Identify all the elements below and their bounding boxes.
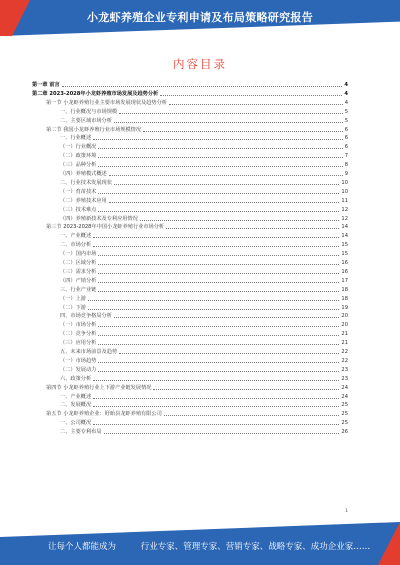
toc-entry-text: 四、市场竞争格局分析	[60, 313, 112, 320]
toc-entry-text: （二）区域分析	[60, 260, 97, 266]
toc-entry-page: 25	[341, 420, 348, 427]
toc-entry-page: 12	[341, 215, 348, 222]
toc-entry-text: （三）品种分析	[60, 162, 97, 169]
footer-slogan	[48, 540, 370, 552]
toc-dot-leader	[164, 415, 340, 416]
toc-entry-text: 第四节 小龙虾养殖行业上下游产业链发展情况	[46, 384, 152, 391]
toc-dot-leader	[114, 122, 343, 123]
toc-entry-page: 22	[341, 349, 348, 355]
toc-entry-page: 4	[344, 90, 348, 97]
toc-entry-page: 12	[341, 206, 348, 213]
toc-dot-leader	[109, 175, 343, 176]
toc-entry-text: （四）产销分析	[60, 277, 97, 284]
toc-entry[interactable]	[60, 214, 348, 222]
toc-entry-page: 14	[341, 233, 348, 240]
toc-dot-leader	[62, 86, 343, 87]
toc-entry-page: 15	[341, 242, 348, 249]
toc-entry[interactable]	[60, 205, 348, 213]
toc-entry-page: 11	[341, 197, 348, 204]
toc-entry-page: 5	[344, 117, 348, 124]
toc-dot-leader	[98, 282, 339, 283]
toc-entry[interactable]	[46, 222, 348, 230]
toc-entry[interactable]	[60, 258, 348, 266]
toc-entry-page: 4	[344, 82, 348, 88]
toc-entry-text: 一、产业概述	[60, 393, 92, 400]
toc-entry[interactable]	[60, 365, 348, 373]
toc-entry-page: 22	[341, 357, 348, 364]
toc-entry[interactable]	[60, 160, 348, 168]
toc-title: 内容目录	[173, 57, 227, 71]
toc-dot-leader	[160, 95, 342, 96]
toc-entry[interactable]	[60, 311, 348, 319]
toc-entry-text: 第二节 我国小龙虾养殖行业市场规模情况	[46, 126, 142, 133]
toc-entry-page: 23	[341, 366, 348, 373]
toc-entry[interactable]	[46, 125, 348, 133]
toc-entry[interactable]	[60, 320, 348, 328]
toc-entry[interactable]	[60, 294, 348, 302]
toc-dot-leader	[114, 184, 340, 185]
toc-entry[interactable]	[60, 356, 348, 364]
toc-entry[interactable]	[60, 418, 348, 426]
toc-entry-text: （一）上游	[60, 295, 86, 302]
toc-entry-page: 25	[341, 402, 348, 409]
toc-entry-text: 一、行业概况与市场规模	[60, 108, 118, 115]
toc-entry[interactable]	[32, 89, 348, 97]
toc-entry-text: 第一章 前言	[32, 82, 60, 88]
toc-entry-text: 一、行业概述	[60, 135, 92, 142]
toc-entry-text: （四）养殖模式概述	[60, 171, 107, 177]
toc-entry-page: 19	[341, 304, 348, 311]
toc-entry[interactable]	[60, 303, 348, 311]
toc-dot-leader	[88, 309, 339, 310]
toc-entry-text: 二、发展概况	[60, 402, 92, 409]
toc-dot-leader	[153, 389, 339, 390]
toc-entry-text: （二）发展动力	[60, 366, 97, 373]
toc-entry[interactable]	[60, 107, 348, 115]
toc-entry-page: 15	[341, 251, 348, 258]
toc-entry-text: （四）养殖新技术及专利应用情况	[60, 215, 138, 222]
toc-entry-page: 26	[341, 429, 348, 436]
toc-entry[interactable]	[60, 267, 348, 275]
toc-dot-leader	[93, 237, 339, 238]
toc-entry-text: 一、公司概况	[60, 420, 92, 427]
toc-dot-leader	[98, 326, 339, 327]
toc-dot-leader	[98, 362, 339, 363]
toc-entry-text: （一）市场分析	[60, 322, 97, 329]
toc-entry-text: （三）应用分析	[60, 340, 97, 347]
toc-entry-page: 6	[344, 144, 348, 151]
toc-entry-page: 23	[341, 375, 348, 382]
toc-entry[interactable]	[60, 231, 348, 239]
toc-entry-page: 20	[341, 313, 348, 320]
toc-entry[interactable]	[60, 240, 348, 248]
toc-dot-leader	[98, 291, 339, 292]
toc-entry-text: （三）需求分析	[60, 268, 97, 275]
toc-entry-text: （二）养殖技术应用	[60, 197, 107, 204]
toc-entry-page: 24	[341, 393, 348, 400]
toc-entry-page: 6	[344, 126, 348, 133]
toc-dot-leader	[93, 246, 339, 247]
toc-entry[interactable]	[60, 142, 348, 150]
toc-entry[interactable]	[46, 383, 348, 391]
toc-entry-text: （二）下游	[60, 304, 86, 311]
toc-entry-page: 9	[344, 171, 348, 177]
toc-dot-leader	[166, 228, 339, 229]
toc-dot-leader	[93, 380, 339, 381]
toc-entry-text: 二、市场分析	[60, 242, 92, 249]
toc-entry[interactable]	[60, 427, 348, 435]
toc-entry[interactable]	[60, 187, 348, 195]
toc-dot-leader	[140, 220, 340, 221]
toc-entry-text: 三、行业产业链	[60, 286, 97, 293]
toc-entry-page: 21	[341, 340, 348, 347]
toc-entry-page: 18	[341, 286, 348, 293]
toc-entry-text: 二、主要区域市场分析	[60, 117, 112, 124]
toc-entry[interactable]	[60, 249, 348, 257]
toc-entry-page: 25	[341, 411, 348, 418]
toc-dot-leader	[98, 273, 339, 274]
toc-entry[interactable]	[60, 338, 348, 346]
toc-dot-leader	[98, 264, 339, 265]
toc-entry-text: （一）国内市场	[60, 251, 97, 258]
toc-dot-leader	[93, 406, 339, 407]
toc-dot-leader	[119, 113, 343, 114]
toc-entry[interactable]	[60, 400, 348, 408]
toc-entry[interactable]	[60, 178, 348, 186]
toc-entry[interactable]	[60, 196, 348, 204]
toc-dot-leader	[98, 166, 342, 167]
toc-dot-leader	[98, 211, 339, 212]
toc-entry-page: 18	[341, 295, 348, 302]
toc-dot-leader	[93, 139, 343, 140]
toc-entry[interactable]	[60, 347, 348, 355]
toc-dot-leader	[98, 148, 342, 149]
toc-entry-page: 17	[341, 277, 348, 284]
footer-slogan-right: 行业专家、管理专家、营销专家、战略专家、成功企业家……	[140, 542, 371, 552]
toc-entry-page: 7	[344, 153, 348, 160]
toc-entry[interactable]	[60, 329, 348, 337]
toc-entry-page: 6	[344, 135, 348, 142]
toc-entry[interactable]	[46, 409, 348, 417]
document-title: 小龙虾养殖企业专利申请及布局策略研究报告	[87, 11, 313, 24]
page-number: 1	[345, 509, 348, 514]
toc-dot-leader	[98, 255, 339, 256]
toc-entry[interactable]	[60, 151, 348, 159]
toc-dot-leader	[98, 335, 339, 336]
toc-entry-text: 六、政策分析	[60, 375, 92, 382]
toc-dot-leader	[88, 300, 339, 301]
toc-entry-page: 10	[341, 179, 348, 186]
toc-entry[interactable]	[32, 80, 348, 88]
toc-dot-leader	[143, 131, 343, 132]
toc-entry-text: 第一节 小龙虾养殖行业主要市场发展现状及趋势分析	[46, 99, 167, 106]
toc-entry-page: 24	[341, 384, 348, 391]
toc-entry[interactable]	[46, 98, 348, 106]
toc-dot-leader	[93, 398, 339, 399]
toc-dot-leader	[114, 317, 340, 318]
toc-entry-page: 4	[344, 99, 348, 106]
toc-entry[interactable]	[60, 374, 348, 382]
toc-entry-page: 21	[341, 331, 348, 338]
toc-entry-page: 5	[344, 108, 348, 115]
toc-entry[interactable]	[60, 169, 348, 177]
toc-dot-leader	[98, 193, 339, 194]
toc-entry-text: 第三节 2023-2028年中国小龙虾养殖行业市场分析	[46, 224, 165, 231]
toc-entry-text: 一、产业概述	[60, 233, 92, 240]
toc-entry-page: 14	[341, 224, 348, 231]
toc-entry-text: 二、主要专利布局	[60, 429, 102, 436]
toc-entry-text: （二）竞争分析	[60, 331, 97, 338]
toc-entry-text: 五、未来市场前景及趋势	[60, 349, 118, 355]
toc-entry-text: 第二章 2023-2028年小龙虾养殖市场发展及趋势分析	[32, 90, 159, 97]
toc-entry[interactable]	[60, 133, 348, 141]
toc-entry-text: （二）政策环境	[60, 153, 97, 160]
toc-entry[interactable]	[60, 116, 348, 124]
toc-entry[interactable]	[60, 285, 348, 293]
toc-entry-text: （一）市场趋势	[60, 357, 97, 364]
toc-entry[interactable]	[60, 392, 348, 400]
toc-entry-page: 20	[341, 322, 348, 329]
toc-entry-page: 10	[341, 188, 348, 195]
toc-entry-text: （一）行业概况	[60, 144, 97, 151]
toc-dot-leader	[98, 371, 339, 372]
toc-entry-page: 16	[341, 268, 348, 275]
toc-entry-page: 16	[341, 260, 348, 266]
toc-dot-leader	[104, 433, 340, 434]
toc-entry-text: 二、行业技术发展现状	[60, 179, 112, 186]
toc-entry-text: 第五节 小龙虾养殖企业：盱眙县龙虾养殖有限公司	[46, 411, 162, 418]
toc-entry-text: （一）育苗技术	[60, 188, 97, 195]
toc-entry[interactable]	[60, 276, 348, 284]
toc-dot-leader	[109, 202, 340, 203]
toc-dot-leader	[98, 157, 342, 158]
footer-slogan-left: 让每个人都能成为	[48, 542, 117, 552]
toc-entry-page: 8	[344, 162, 348, 169]
toc-dot-leader	[98, 344, 339, 345]
toc-dot-leader	[93, 424, 339, 425]
toc-dot-leader	[119, 353, 339, 354]
toc-dot-leader	[169, 104, 343, 105]
toc-entry-text: （三）技术难点	[60, 206, 97, 213]
